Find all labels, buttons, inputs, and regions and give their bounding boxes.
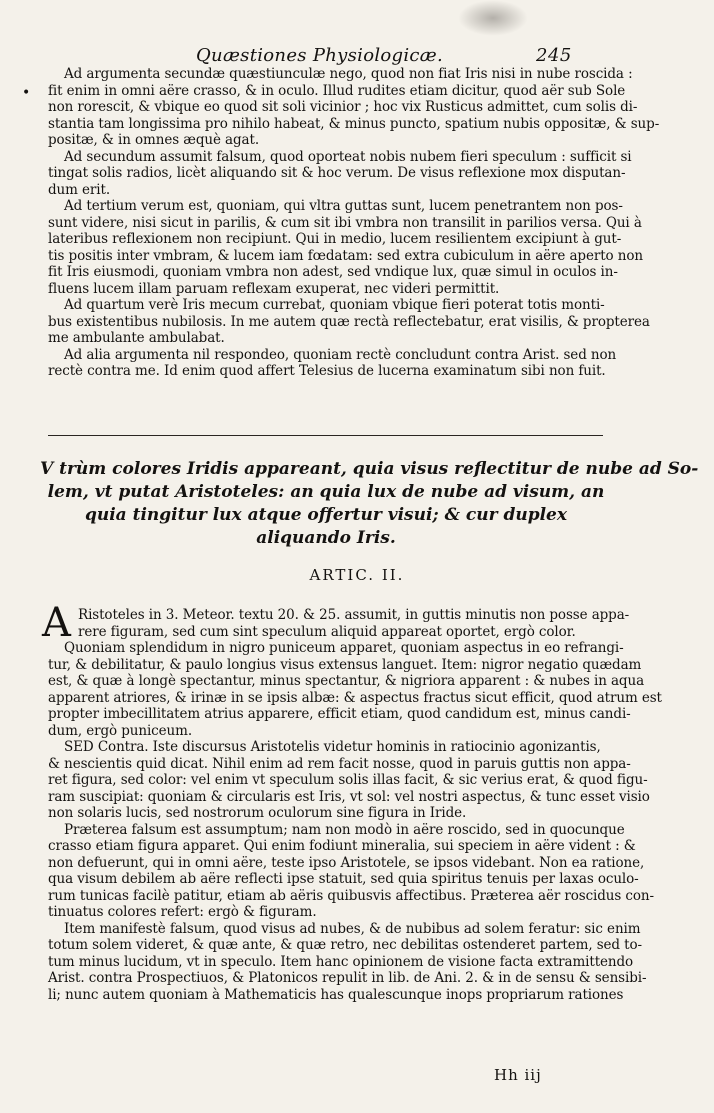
paragraph [48, 739, 650, 822]
section-divider [48, 435, 603, 436]
text-line: Præterea falsum est assumptum; nam non modò in aëre roscido, sed in quocunque [64, 821, 625, 838]
text-line: tingat solis radios, licèt aliquando sit & hoc verum. De visus reflexione mox disputan- [48, 165, 626, 181]
heading-line: V trùm colores Iridis appareant, quia visus reflectitur de nube ad So- [40, 459, 699, 479]
text-line: positæ, & in omnes æquè agat. [48, 132, 260, 148]
paragraph [48, 640, 662, 739]
paragraph [48, 66, 660, 149]
text-line: non rorescit, & vbique eo quod sit soli vicinior ; hoc vix Rusticus admittet, cum solis di- [48, 99, 638, 115]
paragraph [48, 198, 643, 297]
text-line: propter imbecillitatem atrius apparere, efficit etiam, quod candidum est, minus candi- [48, 706, 631, 722]
text-line: tinuatus colores refert: ergò & figuram. [48, 904, 317, 920]
text-line: ram suscipiat: quoniam & circularis est Iris, vt sol: vel nostri aspectus, & tunc esset visio [48, 788, 650, 805]
text-line: non solaris lucis, sed nostrorum oculorum sine figura in Iride. [48, 805, 467, 821]
text-line: non defuerunt, qui in omni aëre, teste ipso Aristotele, se ipsos videbant. Non ea ratione, [48, 854, 645, 871]
signature-mark: Hh iij [494, 1066, 542, 1084]
text-line: sunt videre, nisi sicut in parilis, & cum sit ibi vmbra non transilit in parilios versa. Qui à [48, 214, 642, 231]
paragraph [48, 346, 617, 380]
text-line: tum minus lucidum, vt in speculo. Item hanc opinionem de visione facta extramittendo [48, 953, 634, 970]
text-line: fit enim in omni aëre crasso, & in oculo. Illud rudites etiam dicitur, quod aër sub Sole [48, 82, 626, 99]
text-line: Arist. contra Prospectiuos, & Platonicos repulit in lib. de Ani. 2. & in de sensu & sensibi- [48, 970, 647, 986]
text-line: dum erit. [48, 181, 111, 198]
text-line: Ristoteles in 3. Meteor. textu 20. & 25. assumit, in guttis minutis non posse appa- [78, 607, 630, 623]
text-line: qua visum debilem ab aëre reflecti ipse statuit, sed quia spiritus tenuis per laxas oculo- [48, 871, 639, 887]
text-line: tur, & debilitatur, & paulo longius visus extensus languet. Item: nigror negatio quædam [48, 656, 642, 673]
heading-line: quia tingitur lux atque offertur visui; & cur duplex [84, 505, 568, 525]
text-line: SED Contra. Iste discursus Aristotelis videtur hominis in ratiocinio agonizantis, [64, 739, 601, 755]
text-line: apparent atriores, & irinæ in se ipsis albæ: & aspectus fractus sicut efficit, quod atrum est [48, 689, 662, 706]
text-line: me ambulante ambulabat. [48, 330, 225, 346]
paragraph [48, 297, 650, 347]
article-label: ARTIC. II. [309, 566, 405, 584]
text-line: totum solem videret, & quæ ante, & quæ retro, nec debilitas ostenderet partem, sed to- [48, 937, 642, 953]
margin-mark: • [22, 85, 31, 101]
text-line: Quoniam splendidum in nigro puniceum apparet, quoniam aspectus in eo refrangi- [64, 640, 624, 656]
text-line: bus existentibus nubilosis. In me autem quæ rectà reflectebatur, erat visilis, & propterea [48, 313, 650, 330]
text-line: lateribus reflexionem non recipiunt. Qui in medio, lucem resilientem excipiunt à gut- [48, 231, 622, 247]
text-line: li; nunc autem quoniam à Mathematicis has qualescunque inops propriarum rationes [48, 986, 624, 1003]
text-line: Item manifestè falsum, quod visus ad nubes, & de nubibus ad solem feratur: sic enim [64, 920, 641, 937]
text-line: Ad argumenta secundæ quæstiunculæ nego, quod non fiat Iris nisi in nube roscida : [64, 66, 633, 82]
text-line: rum tunicas facilè patitur, etiam ab aëris quibusvis affectibus. Præterea aër roscidus con- [48, 887, 654, 904]
text-line: & nescientis quid dicat. Nihil enim ad rem facit nosse, quod in paruis guttis non appa- [48, 755, 631, 772]
heading-line: aliquando Iris. [256, 528, 396, 548]
paragraph [48, 920, 647, 1004]
text-line: est, & quæ à longè spectantur, minus spectantur, & nigriora apparent : & nubes in aqua [48, 673, 645, 689]
running-title: Quæstiones Physiologicæ. [196, 45, 444, 66]
scan-smudge [458, 0, 528, 36]
text-line: stantia tam longissima pro nihilo habeat, & minus puncto, spatium nubis oppositæ, & sup- [48, 115, 660, 132]
top-paragraphs [48, 66, 660, 380]
text-line: fit Iris eiusmodi, quoniam vmbra non adest, sed vndique lux, quæ simul in oculos in- [48, 264, 618, 280]
body-paragraphs [48, 607, 662, 1003]
heading-line: lem, vt putat Aristoteles: an quia lux de nube ad visum, an [47, 482, 605, 502]
text-line: Ad alia argumenta nil respondeo, quoniam rectè concludunt contra Arist. sed non [64, 346, 617, 363]
paragraph [48, 607, 630, 640]
text-line: fluens lucem illam paruam reflexam exuperat, nec videri permittit. [48, 280, 500, 297]
text-line: crasso etiam figura apparet. Qui enim fodiunt mineralia, sui speciem in aëre vident : & [48, 838, 636, 854]
text-line: rectè contra me. Id enim quod affert Telesius de lucerna examinatum sibi non fuit. [48, 363, 606, 379]
page-number: 245 [536, 45, 572, 66]
text-line: dum, ergò puniceum. [48, 722, 193, 739]
text-line: tis positis inter vmbram, & lucem iam fœdatam: sed extra cubiculum in aëre aperto non [48, 247, 643, 264]
section-heading [40, 458, 699, 550]
text-line: rere figuram, sed cum sint speculum aliquid appareat oportet, ergò color. [78, 623, 576, 640]
text-line: Ad quartum verè Iris mecum currebat, quoniam vbique fieri poterat totis monti- [64, 297, 605, 313]
text-line: Ad secundum assumit falsum, quod oporteat nobis nubem fieri speculum : sufficit si [64, 148, 632, 165]
drop-cap: A [42, 600, 71, 646]
text-line: Ad tertium verum est, quoniam, qui vltra guttas sunt, lucem penetrantem non pos- [64, 198, 623, 214]
paragraph [48, 148, 632, 199]
text-line: ret figura, sed color: vel enim vt speculum solis illas facit, & sic verius erat, & quod figu- [48, 772, 648, 788]
paragraph [48, 821, 654, 921]
